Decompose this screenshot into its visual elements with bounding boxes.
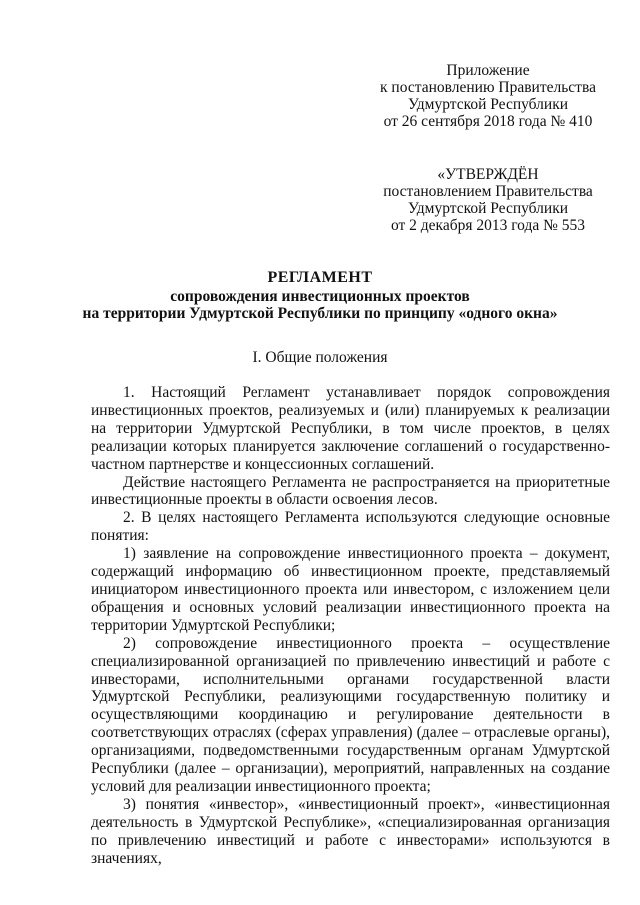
paragraph: 1. Настоящий Регламент устанавливает порядок сопровождения инвестиционных проектов, реализуемых и (или) планируемых к реализации на территории Удмуртской Республики, в том числе проектов, в целях реализации которых планируется заключение соглашений о государственно-частном партнерстве и концессионных соглашений. <box>91 384 610 473</box>
appendix-line-2: к постановлению Правительства <box>380 79 596 96</box>
appendix-line-1: Приложение <box>446 62 530 79</box>
paragraph: Действие настоящего Регламента не распространяется на приоритетные инвестиционные проекты в области освоения лесов. <box>91 473 610 509</box>
appendix-header <box>376 62 600 130</box>
appendix-line-3: Удмуртской Республики <box>407 96 569 113</box>
approved-line-4: от 2 декабря 2013 года № 553 <box>390 217 586 234</box>
document-body <box>91 384 610 867</box>
approved-header <box>376 166 600 234</box>
approved-line-1: «УТВЕРЖДЁН <box>437 166 539 183</box>
paragraph: 1) заявление на сопровождение инвестиционного проекта – документ, содержащий информацию об инвестиционном проекте, представляемый инициатором инвестиционного проекта или инвестором, с изложением цели обращения и основных условий реализации инвестиционного проекта на территории Удмуртской Республики; <box>91 545 610 634</box>
subtitle-line-2: на территории Удмуртской Республики по принципу «одного окна» <box>82 305 558 322</box>
document-title: РЕГЛАМЕНТ <box>267 269 373 286</box>
subtitle-line-1: сопровождения инвестиционных проектов <box>170 288 470 305</box>
approved-line-2: постановлением Правительства <box>383 183 593 200</box>
approved-line-3: Удмуртской Республики <box>407 200 569 217</box>
section-heading: I. Общие положения <box>252 349 388 366</box>
document-subtitle <box>60 288 580 322</box>
appendix-line-4: от 26 сентября 2018 года № 410 <box>383 113 593 130</box>
paragraph: 2) сопровождение инвестиционного проекта – осуществление специализированной организацией по привлечению инвестиций и работе с инвесторами, исполнительными органами государственной власти Удмуртской Республики, реализующими государственную политику и осуществляющими координацию и регулирование деятельности в соответствующих отраслях (сферах управления) (далее – отраслевые органы), организациями, подведомственными государственным органам Удмуртской Республики (далее – организации), мероприятий, направленных на создание условий для реализации инвестиционного проекта; <box>91 634 610 795</box>
paragraph: 2. В целях настоящего Регламента используются следующие основные понятия: <box>91 509 610 545</box>
paragraph: 3) понятия «инвестор», «инвестиционный проект», «инвестиционная деятельность в Удмуртской Республике», «специализированная организация по привлечению инвестиций и работе с инвесторами» используются в значениях, <box>91 795 610 867</box>
